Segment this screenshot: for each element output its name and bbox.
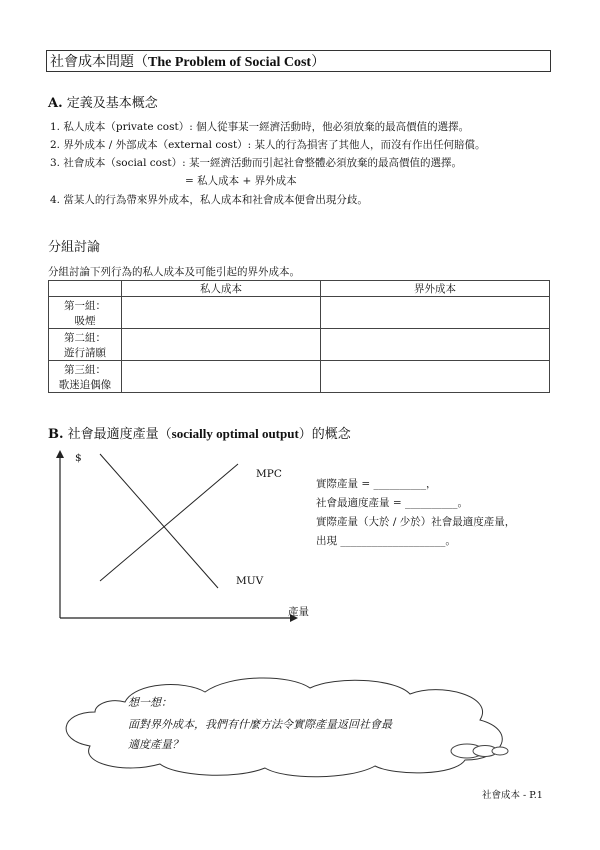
page-title: 社會成本問題（The Problem of Social Cost） xyxy=(46,50,551,72)
answer-cell[interactable] xyxy=(122,297,321,329)
mpc-label: MPC xyxy=(256,468,282,480)
cloud-question: 面對界外成本，我們有什麼方法令實際產量返回社會最 xyxy=(128,718,392,731)
group-cell: 第一組： 吸煙 xyxy=(49,297,122,329)
y-axis-label: $ xyxy=(75,452,82,464)
discussion-intro: 分組討論下列行為的私人成本及可能引起的界外成本。 xyxy=(48,266,300,278)
page-number: 社會成本 - P.1 xyxy=(482,790,543,801)
cloud-question: 適度產量？ xyxy=(128,738,183,751)
x-axis-label: 產量 xyxy=(288,606,309,618)
definition-formula: = 私人成本 + 界外成本 xyxy=(185,175,297,187)
table-row xyxy=(49,329,550,361)
thought-bubble xyxy=(492,747,508,755)
muv-curve xyxy=(100,454,218,588)
table-row xyxy=(49,361,550,393)
discussion-heading: 分組討論 xyxy=(48,240,101,255)
column-header: 界外成本 xyxy=(321,281,550,297)
group-cell: 第三組： 歌迷追偶像 xyxy=(49,361,122,393)
cloud-title: 想一想： xyxy=(128,696,172,709)
muv-label: MUV xyxy=(236,575,264,587)
table-row xyxy=(49,297,550,329)
definition-item: 1. 私人成本（private cost）: 個人從事某一經濟活動時，他必須放棄的最高價值的選擇。 xyxy=(50,121,470,133)
mpc-curve xyxy=(100,464,238,581)
answer-cell[interactable] xyxy=(122,361,321,393)
group-cell: 第二組： 遊行請願 xyxy=(49,329,122,361)
y-axis-arrow xyxy=(56,450,64,458)
table-header-row xyxy=(49,281,550,297)
fill-in-line: 實際產量 = __________， xyxy=(316,478,437,490)
discussion-table xyxy=(48,280,550,393)
definition-item: 3. 社會成本（social cost）: 某一經濟活動而引起社會整體必須放棄的最高價值的選擇。 xyxy=(50,157,462,169)
fill-in-line: 社會最適度產量 = __________。 xyxy=(316,497,468,509)
section-a-heading: A. 定義及基本概念 xyxy=(48,96,158,111)
fill-in-line: 實際產量（大於 / 少於）社會最適度產量， xyxy=(316,516,516,528)
answer-cell[interactable] xyxy=(321,361,550,393)
definition-item: 2. 界外成本 / 外部成本（external cost）: 某人的行為損害了其他人，而沒有作出任何賠償。 xyxy=(50,139,486,151)
fill-in-line: 出現 ____________________。 xyxy=(316,535,456,547)
column-header: 私人成本 xyxy=(122,281,321,297)
answer-cell[interactable] xyxy=(122,329,321,361)
answer-cell[interactable] xyxy=(321,329,550,361)
section-b-heading: B. 社會最適度產量（socially optimal output）的概念 xyxy=(48,426,351,442)
definition-item: 4. 當某人的行為帶來界外成本，私人成本和社會成本便會出現分歧。 xyxy=(50,194,368,206)
answer-cell[interactable] xyxy=(321,297,550,329)
